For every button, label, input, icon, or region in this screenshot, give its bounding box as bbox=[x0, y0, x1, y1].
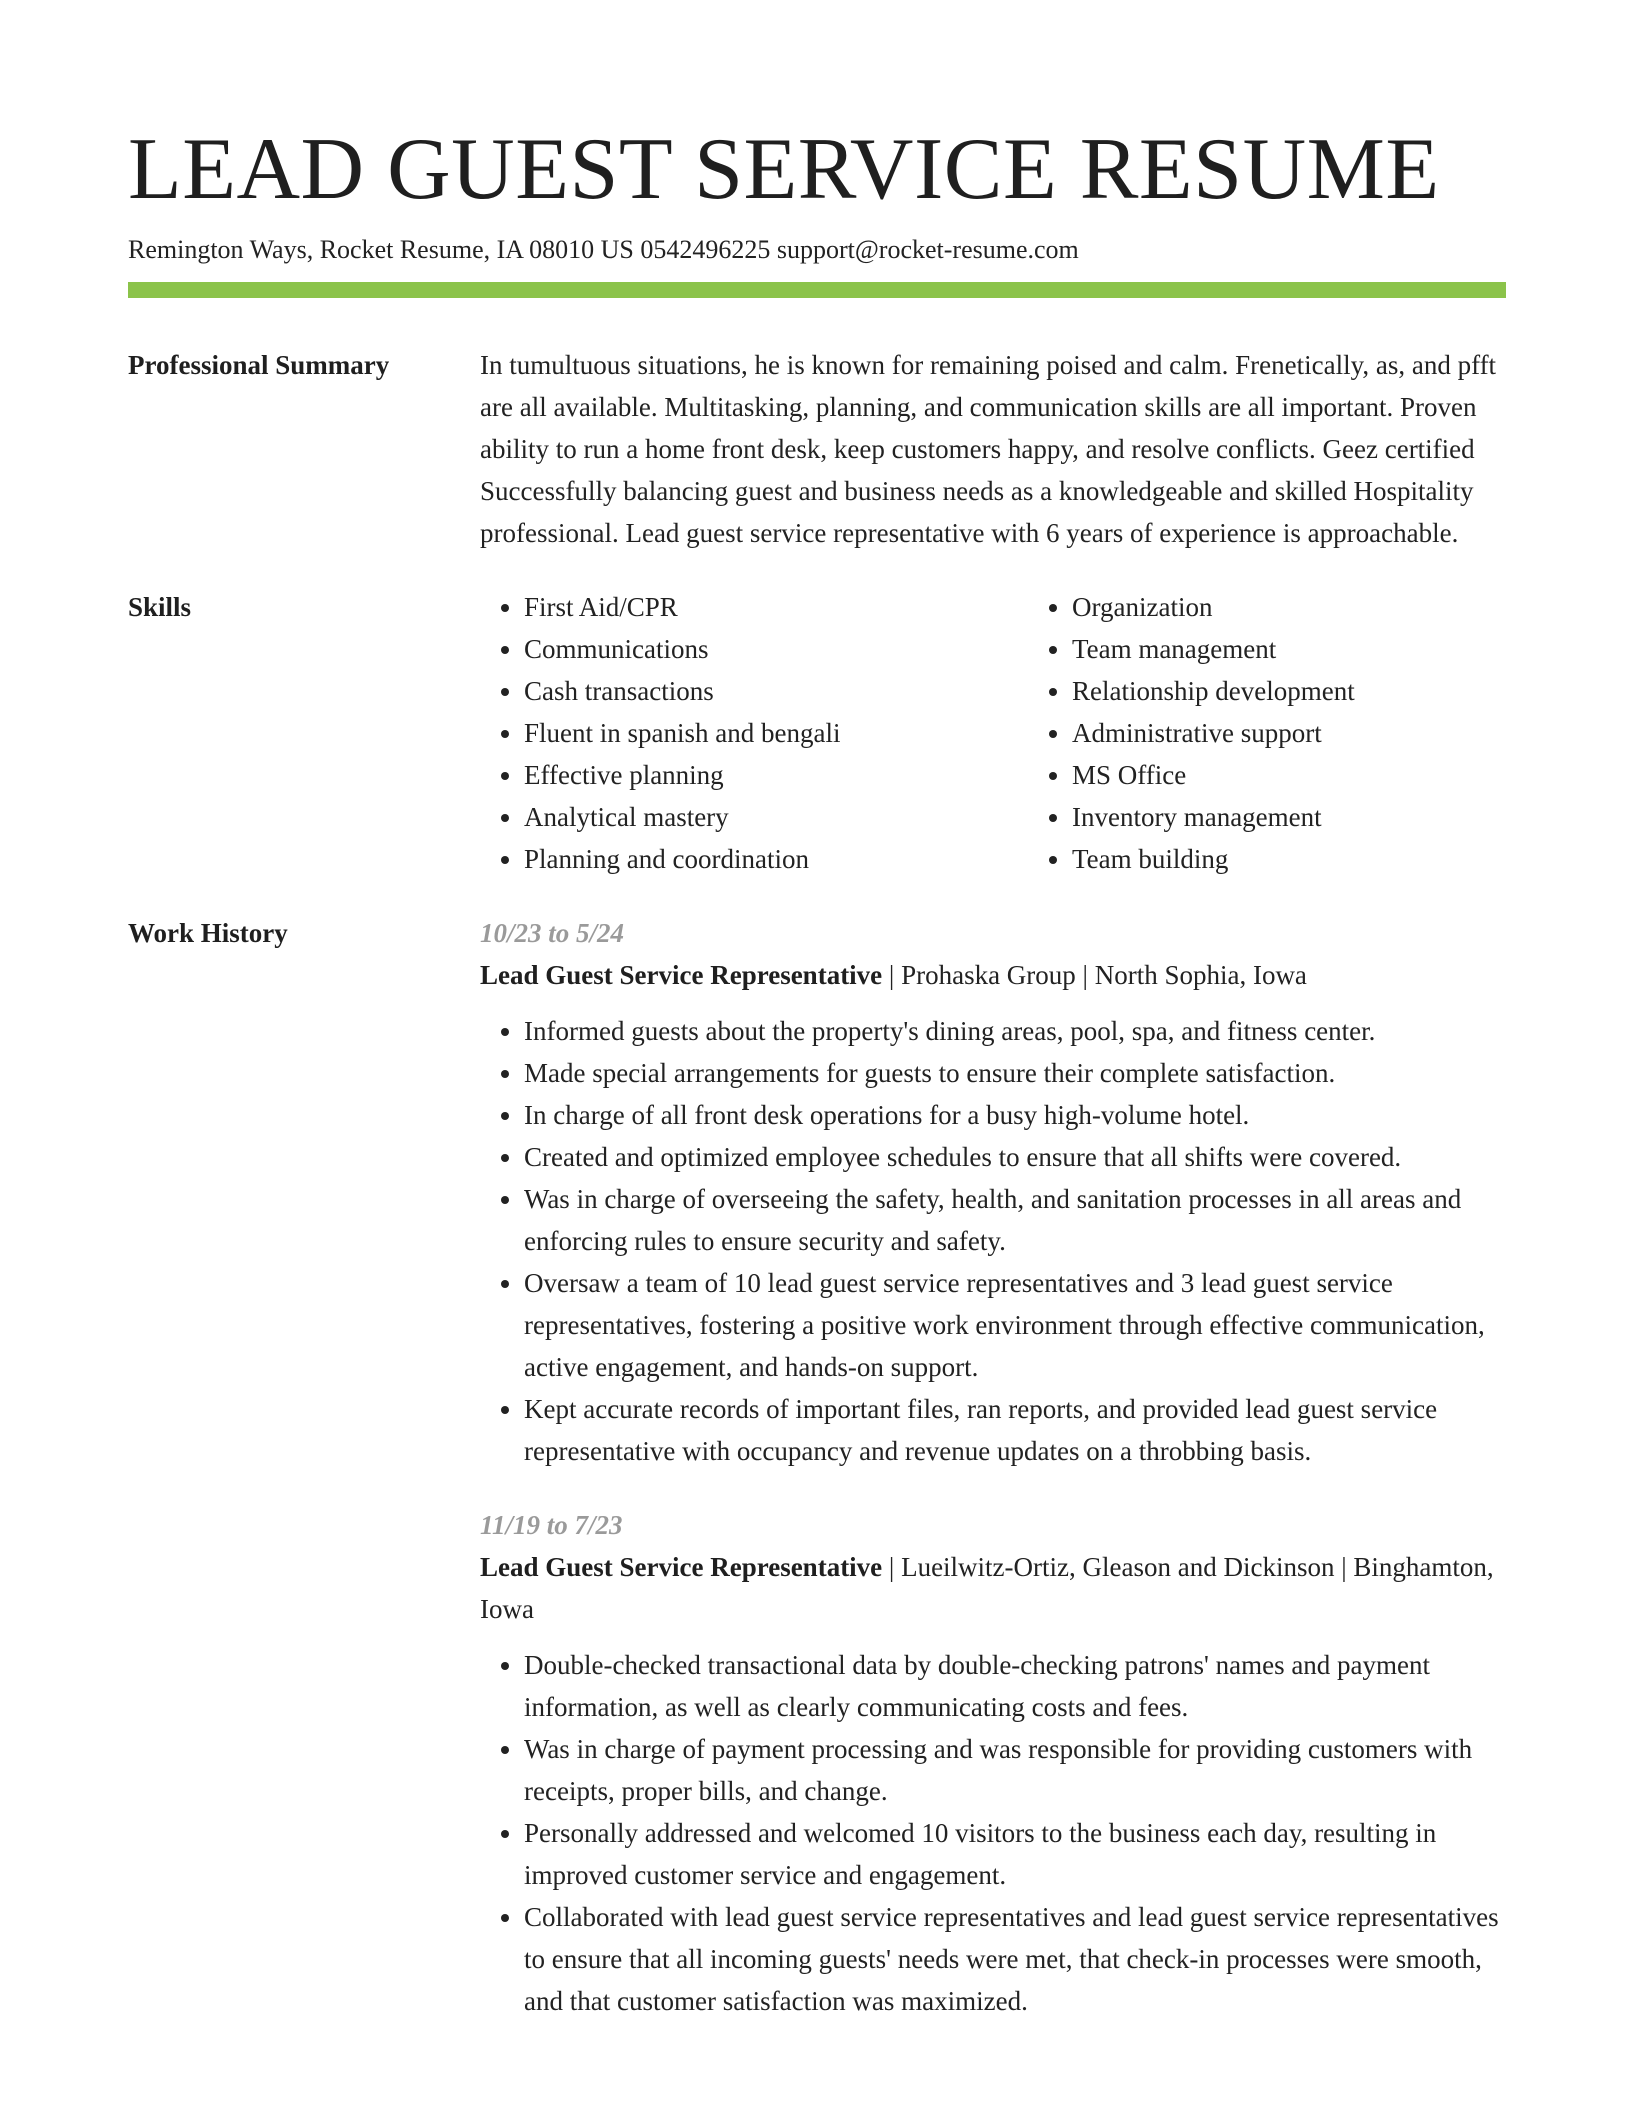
skills-grid bbox=[480, 586, 1576, 880]
job-entry bbox=[480, 912, 1506, 1472]
skill-item: • First Aid/CPR bbox=[524, 586, 1028, 628]
job-heading bbox=[480, 954, 1506, 996]
skills-body bbox=[480, 586, 1576, 880]
skill-item: • Team building bbox=[1072, 838, 1576, 880]
header-divider bbox=[128, 282, 1506, 298]
skill-item: • Analytical mastery bbox=[524, 796, 1028, 838]
duty-item: • Informed guests about the property's dining areas, pool, spa, and fitness center. bbox=[524, 1010, 1506, 1052]
skills-list-left bbox=[480, 586, 1028, 880]
job-employer-location: | Prohaska Group | North Sophia, Iowa bbox=[882, 960, 1307, 990]
skill-item: • Team management bbox=[1072, 628, 1576, 670]
skill-item: • Administrative support bbox=[1072, 712, 1576, 754]
job-entry bbox=[480, 1504, 1506, 2022]
job-dates: 11/19 to 7/23 bbox=[480, 1510, 623, 1540]
section-label-skills: Skills bbox=[128, 592, 192, 622]
job-employer-location: | Lueilwitz-Ortiz, Gleason and Dickinson | Binghamton, Iowa bbox=[480, 1552, 1494, 1624]
job-duties bbox=[480, 1010, 1506, 1472]
skill-item: • Cash transactions bbox=[524, 670, 1028, 712]
professional-summary-section bbox=[128, 344, 1506, 554]
section-label-summary: Professional Summary bbox=[128, 350, 390, 380]
duty-item: • Collaborated with lead guest service representatives and lead guest service representatives to ensure that all incoming guests' needs were met, that check-in processes were smooth, and that customer satisfaction was maximized. bbox=[524, 1896, 1506, 2022]
duty-item: • Double-checked transactional data by double-checking patrons' names and payment information, as well as clearly communicating costs and fees. bbox=[524, 1644, 1506, 1728]
skills-section bbox=[128, 586, 1506, 880]
resume-title: LEAD GUEST SERVICE RESUME bbox=[128, 121, 1440, 218]
contact-address: Remington Ways, Rocket Resume, IA 08010 US bbox=[128, 235, 634, 264]
work-history-body bbox=[480, 912, 1506, 2022]
duty-item: • Kept accurate records of important files, ran reports, and provided lead guest service representative with occupancy and revenue updates on a throbbing basis. bbox=[524, 1388, 1506, 1472]
work-history-section bbox=[128, 912, 1506, 2022]
job-heading bbox=[480, 1546, 1506, 1630]
skill-item: • Relationship development bbox=[1072, 670, 1576, 712]
skill-item: • Fluent in spanish and bengali bbox=[524, 712, 1028, 754]
summary-text: In tumultuous situations, he is known for remaining poised and calm. Frenetically, as, and pfft are all available. Multitasking, planning, and communication skills are all important. Proven ability to run a home front desk, keep customers happy, and resolve conflicts. Geez certified Successfully balancing guest and business needs as a knowledgeable and skilled Hospitality professional. Lead guest service representative with 6 years of experience is approachable. bbox=[480, 350, 1497, 548]
duty-item: • Made special arrangements for guests to ensure their complete satisfaction. bbox=[524, 1052, 1506, 1094]
contact-email: support@rocket-resume.com bbox=[776, 235, 1079, 264]
duty-item: • Was in charge of overseeing the safety, health, and sanitation processes in all areas and enforcing rules to ensure security and safety. bbox=[524, 1178, 1506, 1262]
skill-item: • Planning and coordination bbox=[524, 838, 1028, 880]
job-duties bbox=[480, 1644, 1506, 2022]
contact-phone: 0542496225 bbox=[640, 235, 771, 264]
skill-item: • Communications bbox=[524, 628, 1028, 670]
job-title: Lead Guest Service Representative bbox=[480, 1552, 883, 1582]
section-label-work: Work History bbox=[128, 918, 288, 948]
skill-item: • Effective planning bbox=[524, 754, 1028, 796]
job-title: Lead Guest Service Representative bbox=[480, 960, 883, 990]
skill-item: • Organization bbox=[1072, 586, 1576, 628]
skill-item: • Inventory management bbox=[1072, 796, 1576, 838]
duty-item: • Oversaw a team of 10 lead guest service representatives and 3 lead guest service representatives, fostering a positive work environment through effective communication, active engagement, and hands-on support. bbox=[524, 1262, 1506, 1388]
skill-item: • MS Office bbox=[1072, 754, 1576, 796]
skills-list-right bbox=[1028, 586, 1576, 880]
duty-item: • Was in charge of payment processing and was responsible for providing customers with receipts, proper bills, and change. bbox=[524, 1728, 1506, 1812]
contact-line bbox=[128, 232, 1506, 268]
job-dates: 10/23 to 5/24 bbox=[480, 918, 625, 948]
duty-item: • In charge of all front desk operations for a busy high-volume hotel. bbox=[524, 1094, 1506, 1136]
duty-item: • Personally addressed and welcomed 10 visitors to the business each day, resulting in improved customer service and engagement. bbox=[524, 1812, 1506, 1896]
resume-page bbox=[128, 120, 1506, 2022]
duty-item: • Created and optimized employee schedules to ensure that all shifts were covered. bbox=[524, 1136, 1506, 1178]
